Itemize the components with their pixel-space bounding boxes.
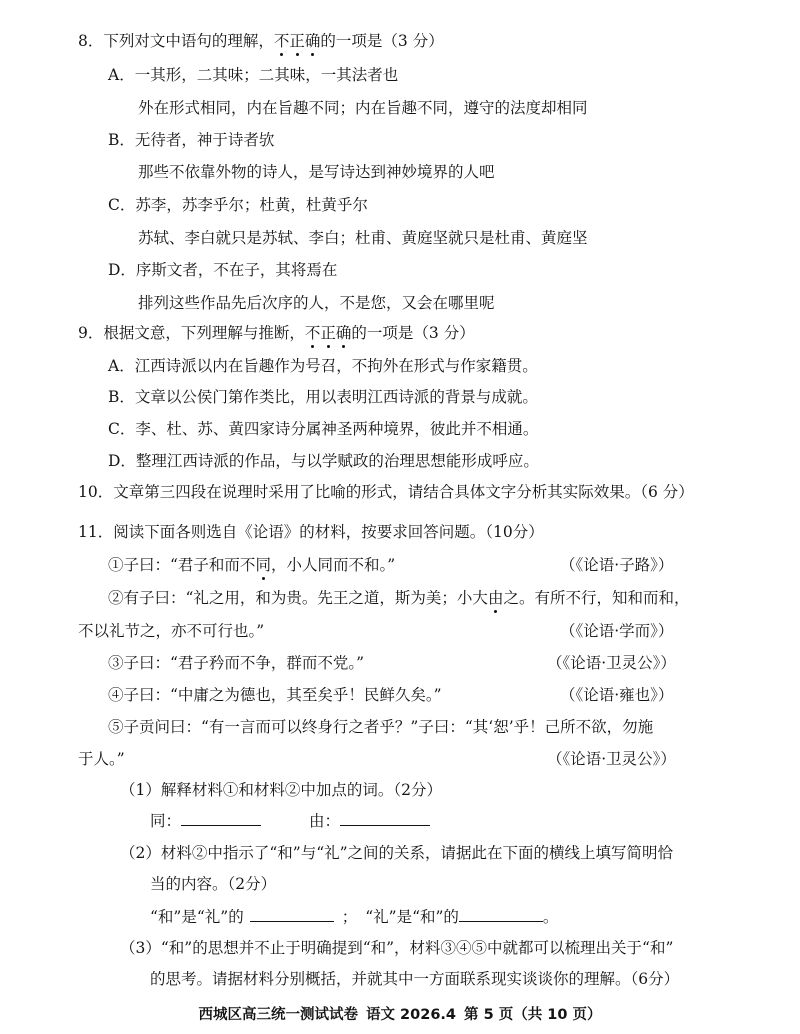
q8-option-b-quote: B．无待者，神于诗者欤 bbox=[108, 131, 275, 149]
q9-stem-emph-3: 确 bbox=[335, 324, 352, 342]
q11-material-4: ④子曰：“中庸之为德也，其至矣乎！民鲜久矣。” bbox=[108, 686, 442, 704]
q11-sub-2-line-2: 当的内容。（2分） bbox=[150, 875, 277, 893]
q8-stem-text-b: 的一项是（3 分） bbox=[320, 32, 444, 50]
footer-exam-title: 西城区高三统一测试试卷 bbox=[198, 1007, 358, 1023]
q11-material-2-text-b: 之。有所不行，知和而和， bbox=[503, 589, 690, 607]
q11-material-1-source: （《论语·子路》） bbox=[560, 556, 674, 574]
q11-sub-1-you-label: 由： bbox=[309, 812, 341, 830]
q11-sub-2-fill-sep: ； bbox=[341, 908, 358, 926]
q11-sub-1-tong-blank[interactable] bbox=[181, 809, 261, 826]
q10-text: 10．文章第三四段在说理时采用了比喻的形式，请结合具体文字分析其实际效果。（6 分） bbox=[78, 483, 694, 501]
q9-stem-text-b: 的一项是（3 分） bbox=[351, 324, 475, 342]
q9-option-c: C．李、杜、苏、黄四家诗分属神圣两种境界，彼此并不相通。 bbox=[108, 420, 539, 438]
q11-sub-1-tong-label: 同： bbox=[150, 812, 182, 830]
q9-option-a: A．江西诗派以内在旨趣作为号召，不拘外在形式与作家籍贯。 bbox=[108, 357, 538, 375]
q11-sub-2-blank-a[interactable] bbox=[250, 905, 334, 922]
q11-material-1 bbox=[108, 554, 395, 576]
q8-stem-emph-1: 不 bbox=[273, 32, 290, 50]
q11-material-2-text-a: ②有子曰：“礼之用，和为贵。先王之道，斯为美；小大 bbox=[108, 589, 488, 607]
q11-material-3: ③子曰：“君子矜而不争，群而不党。” bbox=[108, 654, 365, 672]
q8-option-a-explain: 外在形式相同，内在旨趣不同；内在旨趣不同，遵守的法度却相同 bbox=[138, 99, 588, 117]
footer-subject: 语文 2026.4 bbox=[366, 1007, 457, 1023]
q11-material-4-source: （《论语·雍也》） bbox=[560, 686, 674, 704]
q8-stem-text-a: 8．下列对文中语句的理解， bbox=[78, 32, 274, 50]
q9-option-b: B．文章以公侯门第作类比，用以表明江西诗派的背景与成就。 bbox=[108, 388, 538, 406]
q11-sub-3-line-2: 的思考。请据材料分别概括，并就其中一方面联系现实谈谈你的理解。（6分） bbox=[150, 970, 680, 988]
q8-stem-emph-2: 正 bbox=[289, 32, 305, 50]
q8-option-d-quote: D．序斯文者，不在子，其将焉在 bbox=[108, 261, 338, 279]
page-footer bbox=[0, 1003, 800, 1024]
q8-option-c-explain: 苏轼、李白就只是苏轼、李白；杜甫、黄庭坚就只是杜甫、黄庭坚 bbox=[138, 229, 588, 247]
q11-material-2-line-1 bbox=[108, 587, 689, 609]
q8-option-d-explain: 排列这些作品先后次序的人，不是您，又会在哪里呢 bbox=[138, 294, 495, 312]
q11-material-2-line-2: 不以礼节之，亦不可行也。” bbox=[78, 622, 265, 640]
footer-page-number: 第 5 页（共 10 页） bbox=[464, 1007, 602, 1023]
q9-stem-emph-2: 正 bbox=[320, 324, 336, 342]
q11-sub-1-you-blank[interactable] bbox=[340, 809, 430, 826]
q11-sub-2-fill-end: 。 bbox=[542, 908, 559, 926]
q8-stem-emph-3: 确 bbox=[304, 32, 321, 50]
q9-option-d: D．整理江西诗派的作品，与以学赋政的治理思想能形成呼应。 bbox=[108, 452, 539, 470]
q9-stem-emph-1: 不 bbox=[304, 324, 321, 342]
q8-stem bbox=[78, 30, 444, 52]
q11-material-5-source: （《论语·卫灵公》） bbox=[547, 750, 676, 768]
q11-material-1-text-b: ，小人同而不和。” bbox=[270, 556, 396, 574]
q11-material-5-line-1: ⑤子贡问曰：“有一言而可以终身行之者乎？”子曰：“其‘恕’乎！己所不欲，勿施 bbox=[108, 718, 654, 736]
q9-stem-text-a: 9．根据文意，下列理解与推断， bbox=[78, 324, 305, 342]
q8-option-a-quote: A．一其形，二其味；二其味，一其法者也 bbox=[108, 66, 399, 84]
q11-material-1-emph: 同 bbox=[255, 556, 271, 574]
q8-option-b-explain: 那些不依靠外物的诗人，是写诗达到神妙境界的人吧 bbox=[138, 163, 495, 181]
q11-sub-2-fill-label-b: “礼”是“和”的 bbox=[365, 908, 459, 926]
q8-option-c-quote: C．苏李，苏李乎尔；杜黄，杜黄乎尔 bbox=[108, 196, 368, 214]
q11-sub-1: （1）解释材料①和材料②中加点的词。（2分） bbox=[120, 781, 442, 799]
q11-material-3-source: （《论语·卫灵公》） bbox=[547, 654, 676, 672]
q11-sub-2-line-1: （2）材料②中指示了“和”与“礼”之间的关系，请据此在下面的横线上填写简明恰 bbox=[120, 844, 674, 862]
q11-sub-2-fill bbox=[150, 905, 558, 928]
q9-stem bbox=[78, 322, 475, 344]
q11-material-2-source: （《论语·学而》） bbox=[560, 622, 674, 640]
q11-sub-3-line-1: （3）“和”的思想并不止于明确提到“和”，材料③④⑤中就都可以梳理出关于“和” bbox=[120, 939, 674, 957]
q11-material-1-text-a: ①子曰：“君子和而不 bbox=[108, 556, 256, 574]
q11-sub-1-blanks bbox=[150, 809, 430, 832]
q11-material-5-line-2: 于人。” bbox=[78, 750, 125, 768]
q11-stem: 11．阅读下面各则选自《论语》的材料，按要求回答问题。（10分） bbox=[78, 523, 544, 541]
q11-material-2-emph: 由 bbox=[487, 589, 504, 607]
q11-sub-2-fill-label-a: “和”是“礼”的 bbox=[150, 908, 244, 926]
q11-sub-2-blank-b[interactable] bbox=[459, 905, 543, 922]
